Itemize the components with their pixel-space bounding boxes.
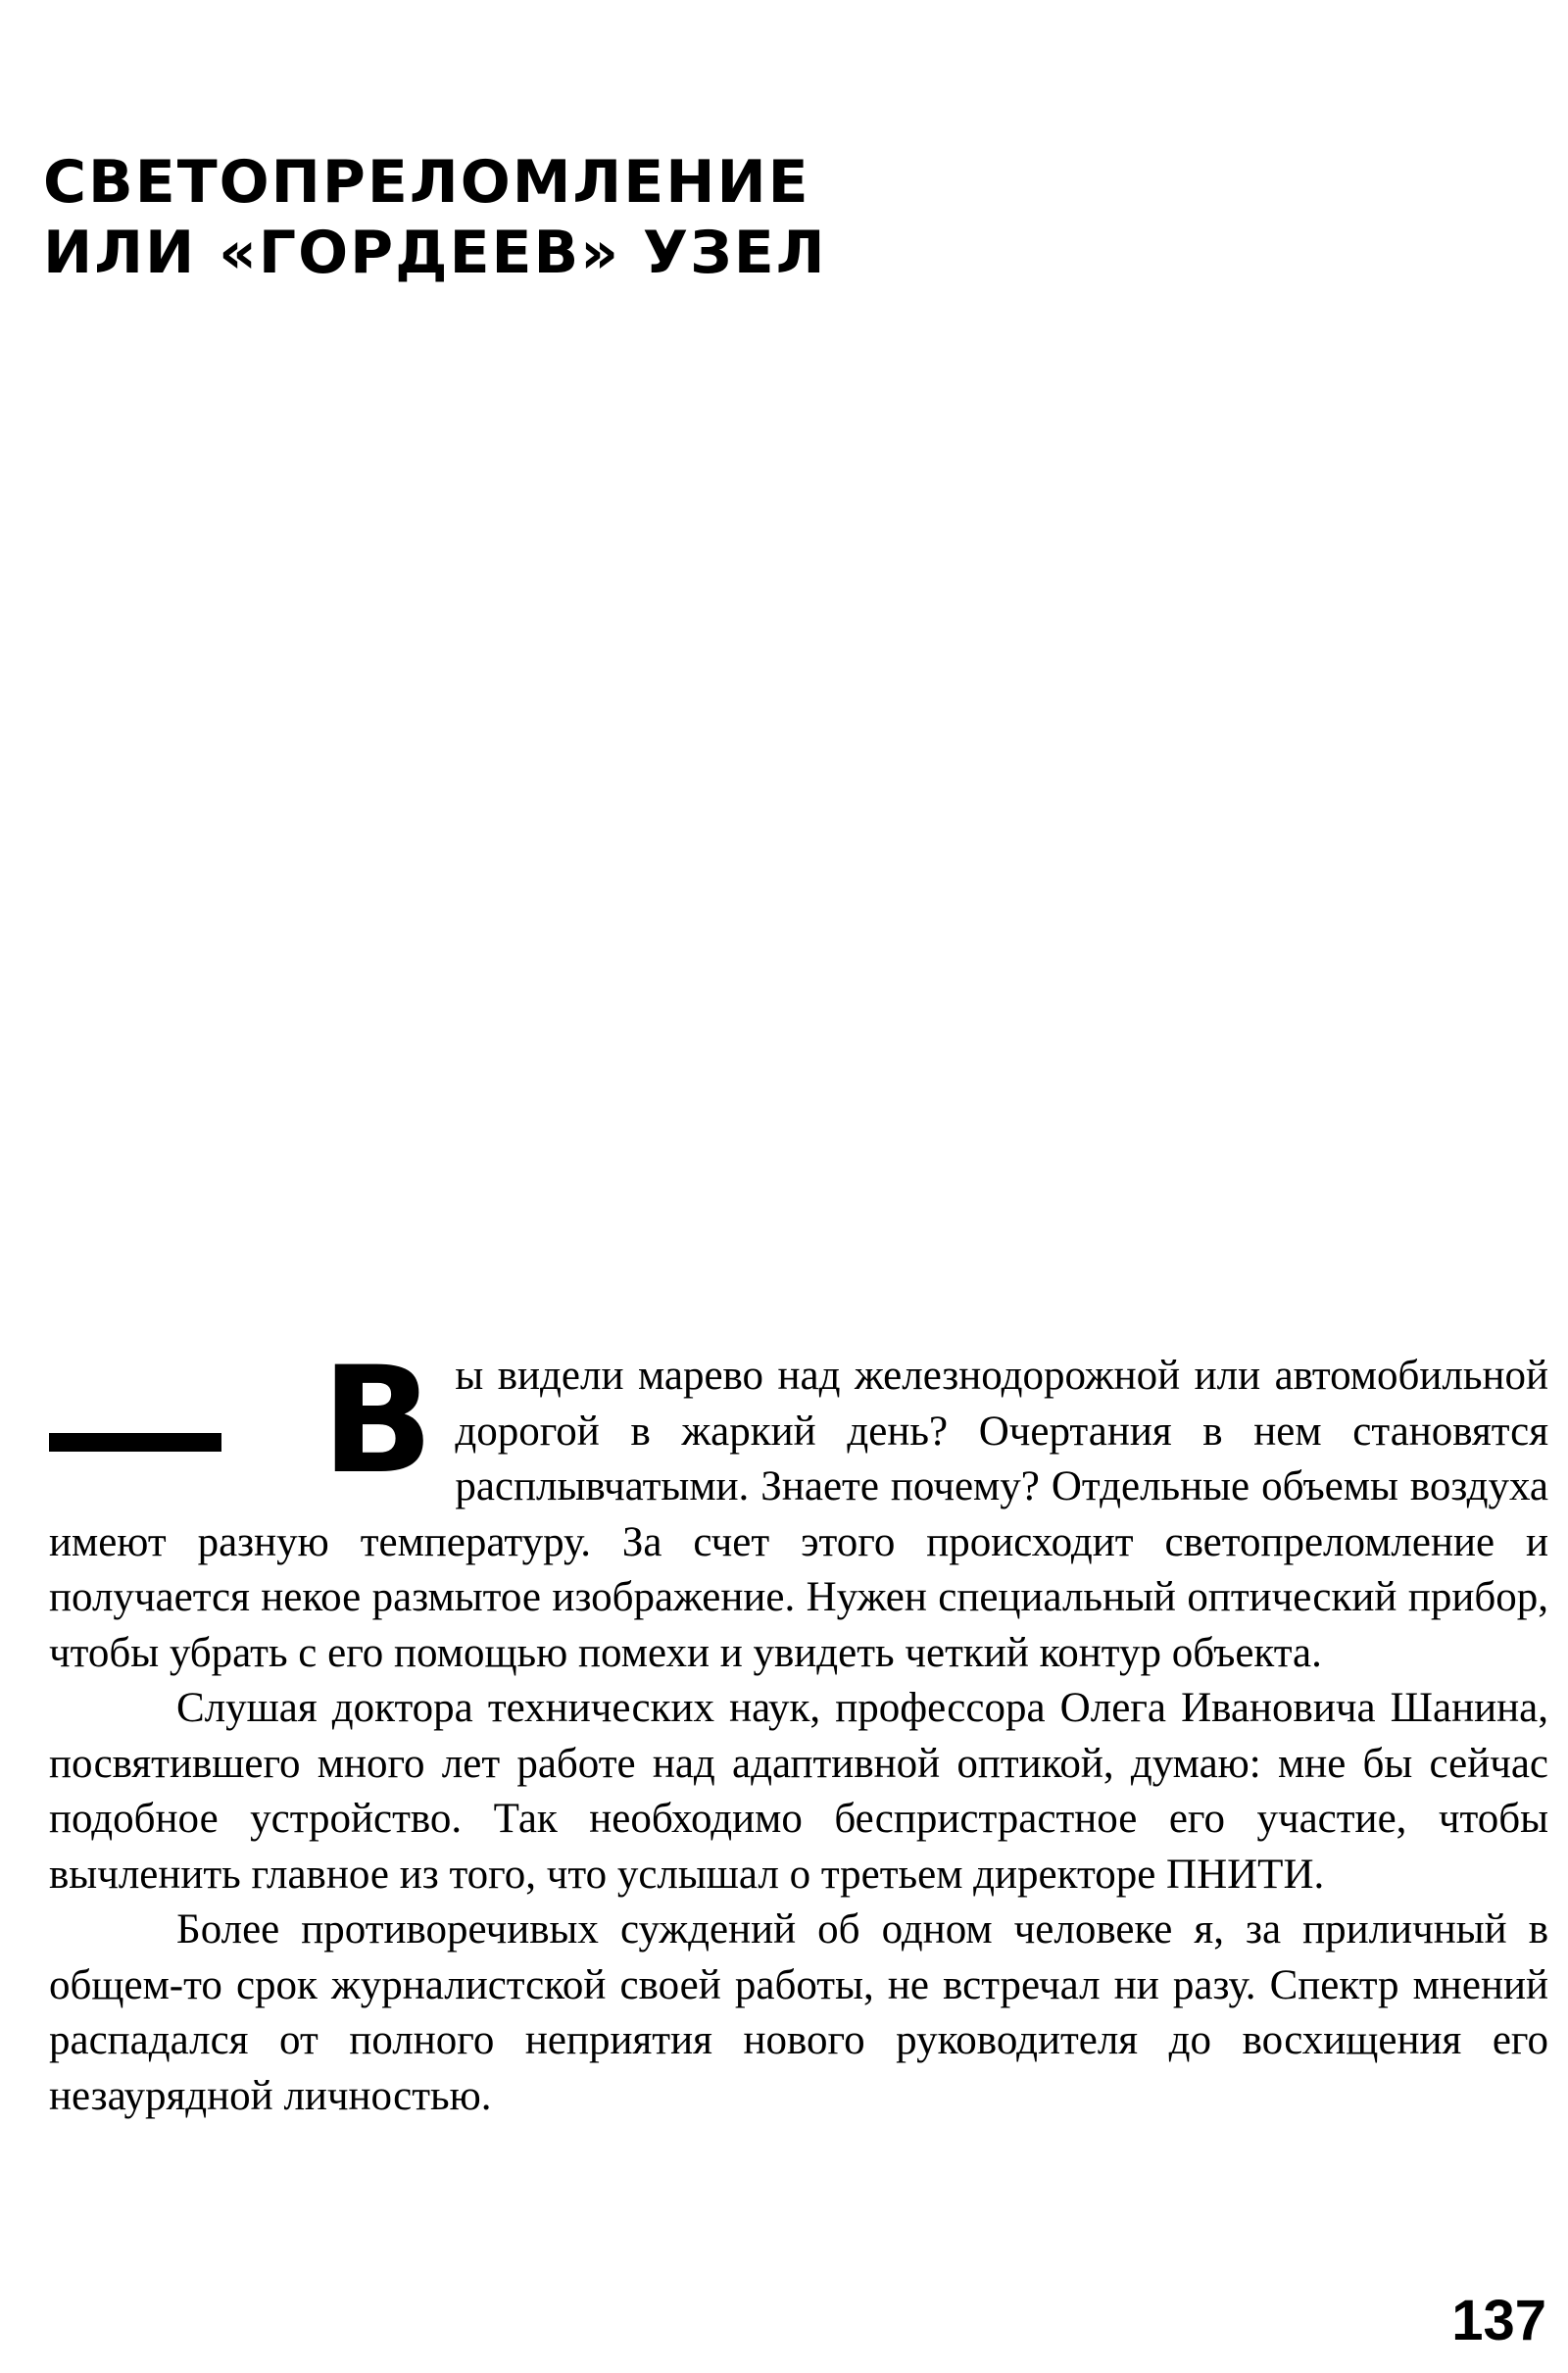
opening-paragraph — [49, 1336, 1548, 1681]
drop-cap: В — [321, 1336, 434, 1507]
page-number: 137 — [1451, 2289, 1546, 2352]
paragraph-3: Более противоречивых суждений об одном человеке я, за приличный в общем-то срок журналистской своей работы, не встречал ни разу. Спектр мнений распадался от полного неприятия нового руководителя до восхищения его незаурядной личностью. — [49, 1906, 1548, 2119]
chapter-title-line-1: СВЕТОПРЕЛОМЛЕНИЕ — [43, 148, 810, 217]
chapter-title — [43, 147, 1023, 288]
chapter-title-line-2: ИЛИ «ГОРДЕЕВ» УЗЕЛ — [43, 219, 827, 287]
dialogue-dash — [49, 1433, 221, 1452]
opening-text: ы видели марево над железнодорожной или автомобильной дорогой в жаркий день? Очертания в нем становятся расплывчатыми. Знаете почему? Отдельные объемы воздуха имеют разную температуру. За счет этого происходит светопреломление и получается некое размытое изображение. Нужен специальный оптический прибор, чтобы убрать с его помощью помехи и увидеть четкий контур объекта. — [49, 1353, 1548, 1676]
paragraph-2: Слушая доктора технических наук, профессора Олега Ивановича Шанина, посвятившего много лет работе над адаптивной оптикой, думаю: мне бы сейчас подобное устройство. Так необходимо беспристрастное его участие, чтобы вычленить главное из того, что услышал о третьем директоре ПНИТИ. — [49, 1685, 1548, 1898]
article-body — [49, 1336, 1548, 2124]
